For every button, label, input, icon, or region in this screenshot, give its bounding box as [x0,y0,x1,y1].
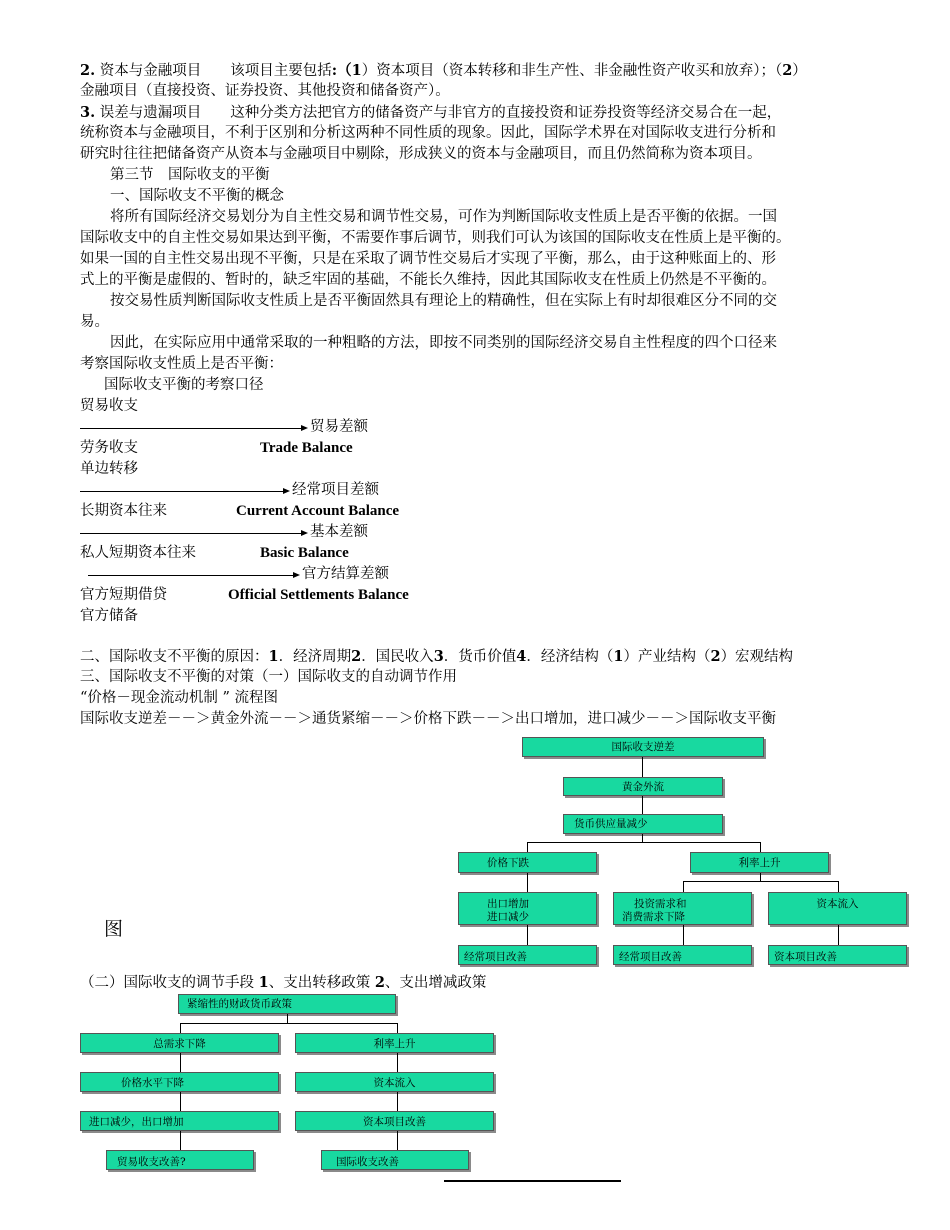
text-line: （二）国际收支的调节手段 1、支出转移政策 2、支出增减政策 [80,974,487,991]
connector [642,757,643,777]
balance-english: Current Account Balance [236,503,400,519]
balance-english: Basic Balance [260,545,349,561]
connector [760,842,761,852]
connector [180,1023,181,1033]
text-line: 三、国际收支不平衡的对策（一）国际收支的自动调节作用 [80,669,457,685]
text-line: 单边转移 [80,461,138,477]
text-line: 如果一国的自主性交易出现不平衡，只是在采取了调节性交易后才实现了平衡，那么，由于这种账面上的、形 [80,251,776,267]
flow-node: 国际收支逆差 [522,737,764,757]
flow-node: 进口减少，出口增加 [80,1111,279,1131]
text-line: 式上的平衡是虚假的、暂时的，缺乏牢固的基础，不能长久维持，因此其国际收支在性质上仍然是不平衡的。 [80,272,776,288]
connector [397,1131,398,1150]
connector [838,925,839,945]
flow-node: 价格下跌 [458,852,597,873]
arrow-head [301,425,308,431]
flow-node: 出口增加 进口减少 [458,892,597,925]
text-line: 按交易性质判断国际收支性质上是否平衡固然具有理论上的精确性，但在实际上有时却很难区分不同的交 [110,293,777,309]
connector [180,1053,181,1072]
flow-node: 利率上升 [295,1033,494,1053]
text-line: 研究时往往把储备资产从资本与金融项目中剔除，形成狭义的资本与金融项目，而且仍然简称为资本项目。 [80,146,762,162]
text-line: 金融项目（直接投资、证券投资、其他投资和储备资产）。 [80,83,450,99]
connector [683,881,684,892]
arrow-head [293,572,300,578]
text-line: 3. 误差与遗漏项目 这种分类方法把官方的储备资产与非官方的直接投资和证券投资等经济交易合在一起， [80,104,782,121]
flow-node: 资本项目改善 [768,945,907,965]
section-heading: 第三节 国际收支的平衡 [110,167,270,183]
balance-english: Official Settlements Balance [228,587,409,603]
flow-node: 货币供应量减少 [563,814,723,834]
flow-node: 国际收支改善 [321,1150,469,1170]
footer-rule [444,1180,621,1182]
flow-node: 总需求下降 [80,1033,279,1053]
flow-node: 资本项目改善 [295,1111,494,1131]
arrow-head [283,488,290,494]
text-line: 国际收支中的自主性交易如果达到平衡，不需要作事后调节，则我们可认为该国的国际收支在性质上是平衡的。 [80,230,791,246]
arrow-line [88,575,294,576]
connector [683,925,684,945]
text-line: 官方储备 [80,608,138,624]
flow-node: 紧缩性的财政货币政策 [178,994,396,1014]
text-line: 因此，在实际应用中通常采取的一种粗略的方法，即按不同类别的国际经济交易自主性程度的四个口径来 [110,335,777,351]
text-line: 私人短期资本往来 [80,545,196,561]
connector [527,842,760,843]
figure-label: 图 [104,918,124,940]
connector [683,881,838,882]
text-line: 国际收支平衡的考察口径 [104,377,264,393]
arrow-line [80,428,302,429]
connector [287,1014,288,1023]
balance-label: 经常项目差额 [292,482,379,498]
text-line: 官方短期借贷 [80,587,167,603]
flow-node: 资本流入 [295,1072,494,1092]
flow-node: 投资需求和 消费需求下降 [613,892,752,925]
text-line: “价格－现金流动机制 ” 流程图 [80,690,279,706]
connector [397,1023,398,1033]
flow-node: 利率上升 [690,852,829,873]
text-line: 劳务收支 [80,440,138,456]
text-line: 考察国际收支性质上是否平衡： [80,356,283,372]
connector [838,881,839,892]
connector [527,925,528,945]
text-line: 2. 资本与金融项目 该项目主要包括:（1）资本项目（资本转移和非生产性、非金融性资产收买和放弃）；（2） [80,62,807,79]
flow-node: 资本流入 [768,892,907,925]
connector [180,1131,181,1150]
flow-node: 经常项目改善 [613,945,752,965]
flow-node: 黄金外流 [563,777,723,796]
connector [527,842,528,852]
balance-label: 贸易差额 [310,419,368,435]
arrow-line [80,533,302,534]
flow-node: 贸易收支改善? [106,1150,254,1170]
text-line: 二、国际收支不平衡的原因：1．经济周期2．国民收入3．货币价值4．经济结构（1）产业结构（2）宏观结构 [80,648,794,665]
text-line: 将所有国际经济交易划分为自主性交易和调节性交易，可作为判断国际收支性质上是否平衡的依据。一国 [110,209,777,225]
text-line: 易。 [80,314,109,330]
connector [527,873,528,892]
flow-node: 经常项目改善 [458,945,597,965]
balance-english: Trade Balance [260,440,353,456]
balance-label: 基本差额 [310,524,368,540]
connector [397,1092,398,1111]
arrow-head [301,530,308,536]
text-line: 长期资本往来 [80,503,167,519]
text-line: 统称资本与金融项目，不利于区别和分析这两种不同性质的现象。因此，国际学术界在对国际收支进行分析和 [80,125,776,141]
text-line: 贸易收支 [80,398,138,414]
connector [642,834,643,842]
connector [180,1092,181,1111]
text-line: 国际收支逆差－－＞黄金外流－－＞通货紧缩－－＞价格下跌－－＞出口增加，进口减少－－＞国际收支平衡 [80,711,776,727]
arrow-line [80,491,284,492]
connector [760,873,761,881]
connector [180,1023,397,1024]
connector [642,796,643,814]
subsection-heading: 一、国际收支不平衡的概念 [110,188,284,204]
flow-node: 价格水平下降 [80,1072,279,1092]
balance-label: 官方结算差额 [302,566,389,582]
connector [397,1053,398,1072]
